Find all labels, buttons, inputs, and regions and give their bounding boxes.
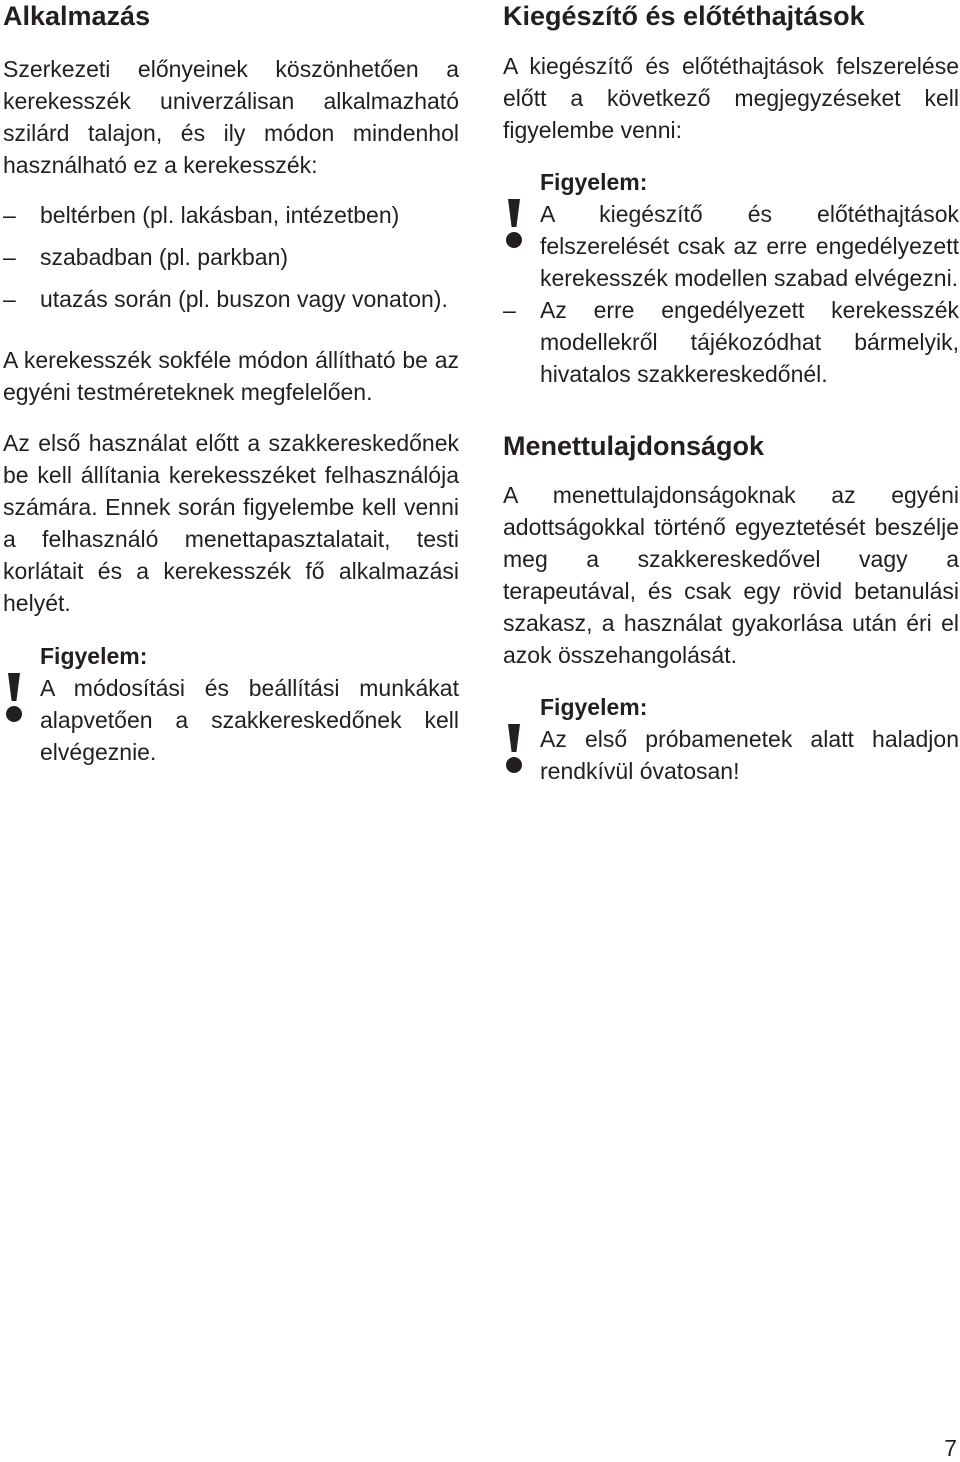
exclamation-icon — [3, 673, 25, 723]
driving-properties-paragraph: A menettulajdonságoknak az egyéni adottságokkal történő egyeztetését beszélje meg a szakkereskedővel vagy a terapeutával, és csak egy rövid betanulási szakasz, a használat gyakorlása után éri el azok összehangolását. — [503, 482, 959, 668]
warning-box — [503, 691, 959, 787]
list-item-text: Az erre engedélyezett kerekesszék modellekről tájékozódhat bármelyik, hivatalos szakkereskedőnél. — [540, 297, 959, 387]
dash-marker: – — [3, 286, 16, 312]
list-item-text: utazás során (pl. buszon vagy vonaton). — [40, 286, 448, 312]
warning-text: Az első próbamenetek alatt haladjon rendkívül óvatosan! — [540, 726, 959, 784]
list-item — [3, 199, 459, 231]
list-item — [503, 294, 959, 390]
section-heading-menettulajdonsagok: Menettulajdonságok — [503, 431, 765, 461]
list-item — [3, 241, 459, 273]
dash-marker: – — [503, 297, 516, 323]
section-heading-alkalmazas: Alkalmazás — [3, 1, 151, 31]
warning-title: Figyelem: — [40, 643, 148, 669]
list-item-text: szabadban (pl. parkban) — [40, 244, 289, 270]
list-item — [3, 283, 459, 315]
list-item-text: beltérben (pl. lakásban, intézetben) — [40, 202, 400, 228]
warning-text: A kiegészítő és előtéthajtások felszerelését csak az erre engedélyezett kerekesszék modellen szabad elvégezni. — [540, 201, 959, 291]
warning-text: A módosítási és beállítási munkákat alapvetően a szakkereskedőnek kell elvégeznie. — [40, 675, 459, 765]
warning-title: Figyelem: — [540, 169, 648, 195]
usage-list — [3, 199, 459, 315]
warning-title: Figyelem: — [540, 694, 648, 720]
dash-marker: – — [3, 202, 16, 228]
section-heading-kiegeszito: Kiegészítő és előtéthajtások — [503, 1, 865, 31]
accessory-intro-paragraph: A kiegészítő és előtéthajtások felszerelése előtt a következő megjegyzéseket kell figyelembe venni: — [503, 53, 959, 143]
exclamation-icon — [503, 199, 525, 249]
page-number: 7 — [944, 1435, 957, 1461]
left-column — [3, 0, 459, 768]
exclamation-icon — [503, 724, 525, 774]
dash-marker: – — [3, 244, 16, 270]
warning-box — [3, 640, 459, 768]
adjustment-paragraph: A kerekesszék sokféle módon állítható be az egyéni testméreteknek megfelelően. — [3, 347, 459, 405]
first-use-paragraph: Az első használat előtt a szakkereskedőnek be kell állítania kerekesszéket felhasználója számára. Ennek során figyelembe kell venni a felhasználó menettapasztalatait, testi korlátait és a kerekesszék fő alkalmazási helyét. — [3, 430, 459, 616]
right-column — [503, 0, 959, 787]
warning-box — [503, 166, 959, 294]
intro-paragraph: Szerkezeti előnyeinek köszönhetően a kerekesszék univerzálisan alkalmazható szilárd talajon, és ily módon mindenhol használható ez a kerekesszék: — [3, 56, 459, 178]
